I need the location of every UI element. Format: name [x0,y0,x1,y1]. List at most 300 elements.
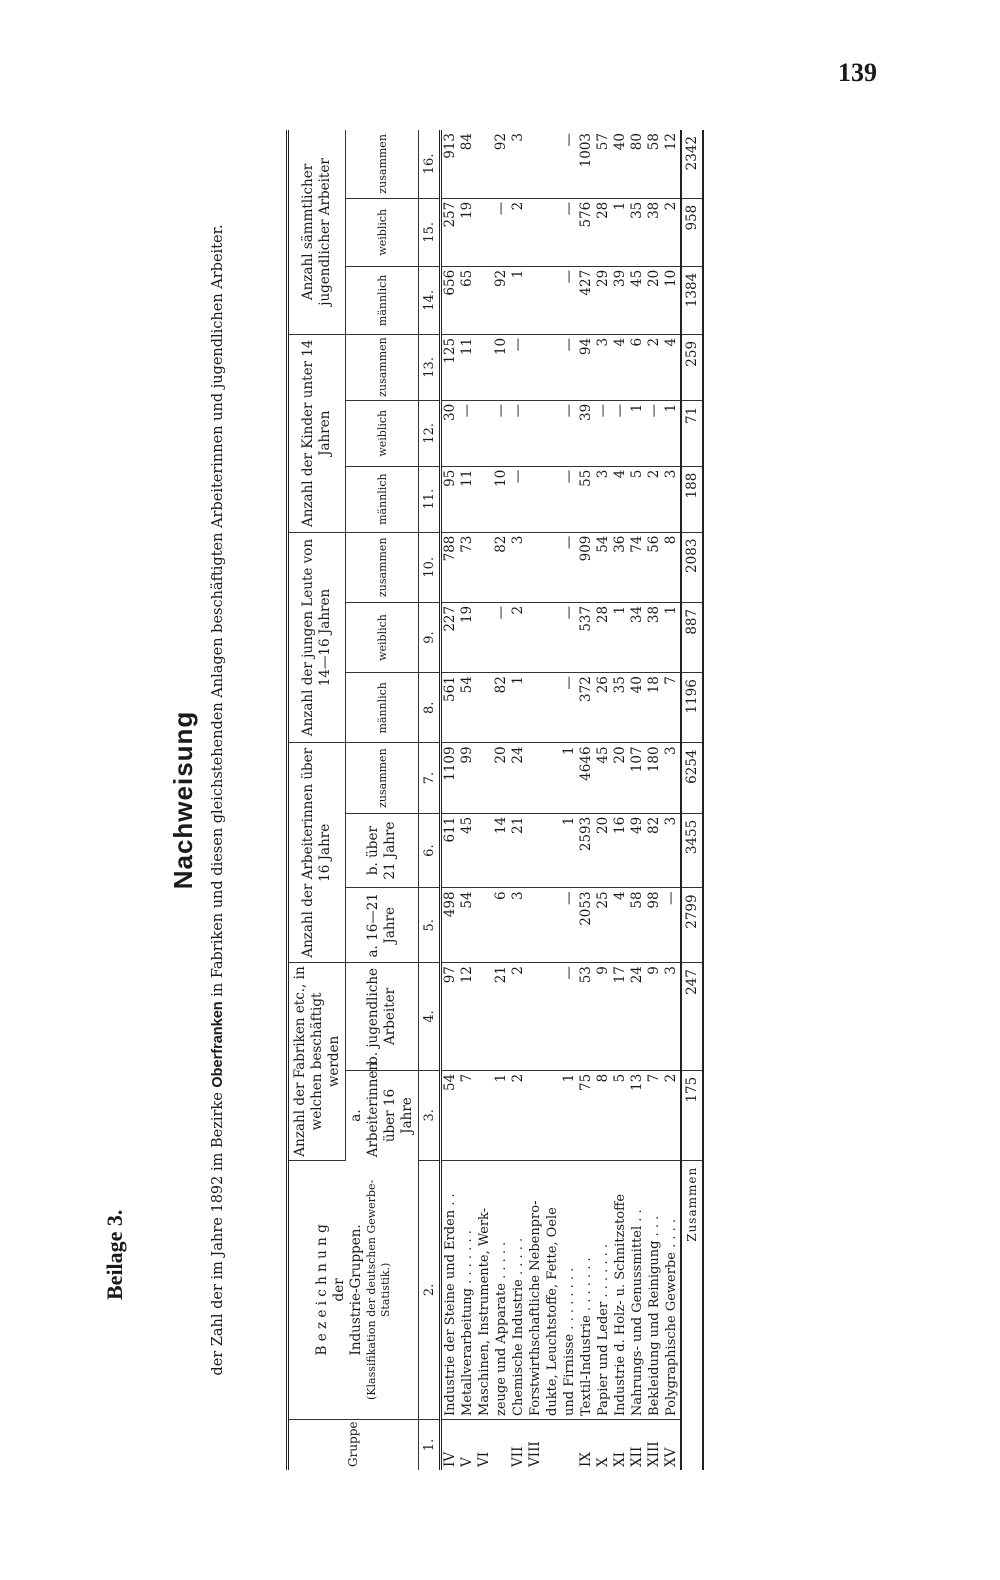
value-cell: 82 [493,673,510,743]
value-cell [527,963,544,1071]
value-cell: 3 [510,888,527,963]
column-number: 6. [419,813,441,888]
group-cell [561,1419,578,1470]
value-cell: 9 [595,963,612,1071]
value-cell: 40 [629,673,646,743]
value-cell: 1109 [441,743,460,813]
industry-name-cell: Metallverarbeitung . . . . . . . [459,1160,476,1419]
header-arbeiterinnen-zusammen: zusammen [346,743,419,813]
value-cell [476,532,493,602]
industry-name-cell: zeuge und Apparate . . . . . [493,1160,510,1419]
value-cell [476,743,493,813]
value-cell [544,1070,561,1160]
value-cell: 94 [578,334,595,400]
value-cell: 38 [646,602,663,672]
group-cell: VII [510,1446,526,1467]
value-cell: 3 [595,334,612,400]
value-cell [476,334,493,400]
total-value-cell: 1384 [681,266,703,334]
value-cell [544,130,561,198]
value-cell: — [612,400,629,466]
industry-name-cell: und Firnisse . . . . . . . . [561,1160,578,1419]
value-cell [527,743,544,813]
rotated-table-block [168,130,848,1470]
value-cell: 56 [646,532,663,602]
value-cell: 19 [459,602,476,672]
column-number: 15. [419,198,441,266]
value-cell [544,963,561,1071]
value-cell: 57 [595,130,612,198]
group-cell: XI [612,1452,628,1467]
value-cell: 11 [459,334,476,400]
value-cell: 92 [493,130,510,198]
value-cell: 1 [561,1070,578,1160]
industry-name-cell: Nahrungs- und Genussmittel . . [629,1160,646,1419]
group-cell: XIII [646,1441,662,1467]
value-cell: 909 [578,532,595,602]
value-cell: 1 [612,602,629,672]
value-cell [527,602,544,672]
value-cell: 54 [459,888,476,963]
value-cell: 45 [459,813,476,888]
value-cell: 21 [493,963,510,1071]
value-cell: 24 [510,743,527,813]
value-cell: 17 [612,963,629,1071]
value-cell: 8 [663,532,681,602]
value-cell: 561 [441,673,460,743]
total-value-cell: 1196 [681,673,703,743]
value-cell: 3 [663,466,681,532]
value-cell [544,743,561,813]
appendix-label: Beilage 3. [102,1209,127,1300]
header-saemmtlicher-maennlich: männlich [346,266,419,334]
value-cell: 30 [441,400,460,466]
column-number: 7. [419,743,441,813]
value-cell: 53 [578,963,595,1071]
industry-name-cell: Textil-Industrie . . . . . . . [578,1160,595,1419]
total-value-cell: 887 [681,602,703,672]
value-cell: 55 [578,466,595,532]
total-value-cell: 71 [681,400,703,466]
table-row [493,130,510,1470]
column-number: 9. [419,602,441,672]
value-cell: — [561,602,578,672]
table-title: Nachweisung [168,710,198,890]
header-arbeiterinnen-b: b. über 21 Jahre [346,813,419,888]
value-cell [527,400,544,466]
value-cell [476,888,493,963]
value-cell: 2593 [578,813,595,888]
value-cell [527,130,544,198]
value-cell: 498 [441,888,460,963]
data-table [286,130,704,1470]
value-cell: 180 [646,743,663,813]
value-cell [544,400,561,466]
value-cell [476,963,493,1071]
value-cell: 10 [493,334,510,400]
value-cell: 65 [459,266,476,334]
value-cell [476,130,493,198]
table-row [629,130,646,1470]
header-fabriken: Anzahl der Fabriken etc., in welchen beschäftigt werden [288,963,346,1161]
column-number: 10. [419,532,441,602]
value-cell: 3 [663,743,681,813]
group-cell: IX [578,1452,594,1467]
group-cell: IV [442,1451,458,1467]
value-cell [527,466,544,532]
group-cell [493,1419,510,1470]
value-cell: 6 [629,334,646,400]
value-cell: 3 [663,813,681,888]
value-cell: 4646 [578,743,595,813]
value-cell: 913 [441,130,460,198]
value-cell: 8 [595,1070,612,1160]
value-cell: 99 [459,743,476,813]
group-cell: V [459,1457,475,1467]
subtitle-part2: in Fabriken und diesen gleichstehenden Anlagen beschäftigten Arbeiterinnen und jugendlichen Arbeiter. [210,224,226,997]
value-cell: 4 [612,466,629,532]
value-cell: — [510,466,527,532]
value-cell: — [561,963,578,1071]
group-cell: VIII [527,1441,543,1467]
column-number: 16. [419,130,441,198]
value-cell: 7 [646,1070,663,1160]
column-number: 13. [419,334,441,400]
column-number: 11. [419,466,441,532]
value-cell: 4 [612,334,629,400]
value-cell [476,602,493,672]
value-cell: 58 [629,888,646,963]
table-row [527,130,544,1470]
value-cell: 2 [663,1070,681,1160]
value-cell: 10 [493,466,510,532]
industry-name-cell: Papier und Leder . . . . . . . [595,1160,612,1419]
table-body [419,130,704,1470]
subtitle-part1: der Zahl der im Jahre 1892 im Bezirke [210,1092,226,1376]
value-cell: 73 [459,532,476,602]
value-cell: 2 [510,1070,527,1160]
value-cell: 13 [629,1070,646,1160]
value-cell: 20 [612,743,629,813]
value-cell: 1 [493,1070,510,1160]
value-cell: 40 [612,130,629,198]
header-saemmtlicher-weiblich: weiblich [346,198,419,266]
industry-name-cell: Polygraphische Gewerbe . . . . [663,1160,681,1419]
header-jungen: Anzahl der jungen Leute von 14—16 Jahren [288,532,346,743]
value-cell: 82 [493,532,510,602]
value-cell: 2 [646,334,663,400]
value-cell: 11 [459,466,476,532]
value-cell: 18 [646,673,663,743]
value-cell: — [663,888,681,963]
value-cell [527,198,544,266]
value-cell: 39 [578,400,595,466]
value-cell: 82 [646,813,663,888]
industry-name-cell: Forstwirthschaftliche Nebenpro- [527,1160,544,1419]
header-kinder-zusammen: zusammen [346,334,419,400]
value-cell [544,334,561,400]
value-cell [527,266,544,334]
value-cell: — [646,400,663,466]
total-row [681,130,703,1470]
heading [168,130,229,1470]
total-value-cell: 175 [681,1070,703,1160]
value-cell: 39 [612,266,629,334]
value-cell: — [595,400,612,466]
total-value-cell: 2083 [681,532,703,602]
value-cell: 1 [510,266,527,334]
total-value-cell: 3455 [681,813,703,888]
value-cell: 28 [595,602,612,672]
table-row [544,130,561,1470]
value-cell [544,888,561,963]
value-cell: 6 [493,888,510,963]
value-cell: 2 [510,963,527,1071]
header-jungen-maennlich: männlich [346,673,419,743]
value-cell: 1 [663,400,681,466]
header-kinder-maennlich: männlich [346,466,419,532]
value-cell: 1 [510,673,527,743]
column-number: 5. [419,888,441,963]
header-fabriken-b: b. jugendliche Arbeiter [346,963,419,1071]
value-cell: 4 [663,334,681,400]
value-cell: 7 [459,1070,476,1160]
value-cell: 9 [646,963,663,1071]
value-cell: 45 [629,266,646,334]
value-cell: — [493,198,510,266]
page-number: 139 [838,58,877,87]
total-value-cell: 2342 [681,130,703,198]
table-row [612,130,629,1470]
value-cell: 10 [663,266,681,334]
value-cell [544,813,561,888]
value-cell: — [510,334,527,400]
value-cell: 28 [595,198,612,266]
value-cell [544,198,561,266]
value-cell: 1003 [578,130,595,198]
value-cell: 576 [578,198,595,266]
table-row [441,130,460,1470]
industry-name-cell: dukte, Leuchtstoffe, Fette, Oele [544,1160,561,1419]
value-cell: 54 [441,1070,460,1160]
column-number: 2. [419,1160,441,1419]
value-cell: 20 [646,266,663,334]
header-jungen-zusammen: zusammen [346,532,419,602]
value-cell: 21 [510,813,527,888]
value-cell: 45 [595,743,612,813]
industry-name-cell: Bekleidung und Reinigung . . . [646,1160,663,1419]
value-cell: 4 [612,888,629,963]
group-cell: VI [476,1451,492,1467]
industry-name-cell: Maschinen, Instrumente, Werk- [476,1160,493,1419]
value-cell [544,532,561,602]
value-cell [544,673,561,743]
header-fabriken-a: a. Arbeiterinnen über 16 Jahre [346,1070,419,1160]
value-cell: 26 [595,673,612,743]
value-cell: 1 [663,602,681,672]
value-cell [476,466,493,532]
column-number-row [419,130,441,1470]
value-cell: 2 [646,466,663,532]
value-cell: 227 [441,602,460,672]
table-row [646,130,663,1470]
industry-name-cell: Industrie der Steine und Erden . . [441,1160,460,1419]
total-value-cell: 2799 [681,888,703,963]
table-row [578,130,595,1470]
value-cell: 16 [612,813,629,888]
value-cell [476,813,493,888]
value-cell: 19 [459,198,476,266]
value-cell: 92 [493,266,510,334]
table-row [561,130,578,1470]
value-cell: 125 [441,334,460,400]
value-cell: — [561,198,578,266]
value-cell: — [493,602,510,672]
header-bezeichnung: B e z e i c h n u n g der Industrie-Gruppen. (Klassifikation der deutschen Gewerbe-Statistik.) [288,1160,419,1419]
value-cell: 3 [663,963,681,1071]
column-number: 1. [419,1419,441,1470]
industry-name-cell: Industrie d. Holz- u. Schnitzstoffe [612,1160,629,1419]
column-number: 14. [419,266,441,334]
value-cell: 12 [459,963,476,1071]
table-row [476,130,493,1470]
value-cell: 1 [561,743,578,813]
value-cell: — [561,466,578,532]
value-cell: 84 [459,130,476,198]
value-cell: 427 [578,266,595,334]
header-jungen-weiblich: weiblich [346,602,419,672]
column-number: 3. [419,1070,441,1160]
total-value-cell: 6254 [681,743,703,813]
total-value-cell: 259 [681,334,703,400]
value-cell [544,466,561,532]
value-cell: 1 [612,198,629,266]
total-value-cell: 188 [681,466,703,532]
value-cell: 35 [629,198,646,266]
value-cell: 49 [629,813,646,888]
value-cell: — [561,130,578,198]
value-cell: 2053 [578,888,595,963]
value-cell: — [561,888,578,963]
value-cell: 537 [578,602,595,672]
value-cell: 1 [629,400,646,466]
value-cell: 3 [595,466,612,532]
header-gruppe: Gruppe [288,1419,419,1470]
table-row [510,130,527,1470]
value-cell [476,198,493,266]
total-label: Zusammen [681,1160,703,1470]
value-cell: 58 [646,130,663,198]
column-number: 4. [419,963,441,1071]
value-cell [476,673,493,743]
header-row-1 [288,130,346,1470]
value-cell [544,266,561,334]
value-cell: 3 [510,532,527,602]
value-cell: — [561,266,578,334]
value-cell: 257 [441,198,460,266]
value-cell: 80 [629,130,646,198]
value-cell: 75 [578,1070,595,1160]
value-cell [527,532,544,602]
header-arbeiterinnen-a: a. 16—21 Jahre [346,888,419,963]
value-cell: 38 [646,198,663,266]
value-cell: 5 [612,1070,629,1160]
value-cell [527,673,544,743]
value-cell: 95 [441,466,460,532]
group-cell: XV [663,1447,679,1467]
value-cell: 35 [612,673,629,743]
value-cell: 1 [561,813,578,888]
value-cell: — [510,400,527,466]
value-cell [527,334,544,400]
value-cell: 98 [646,888,663,963]
value-cell: 29 [595,266,612,334]
column-number: 12. [419,400,441,466]
value-cell [476,1070,493,1160]
table-subtitle [207,130,229,1470]
value-cell: 788 [441,532,460,602]
value-cell [544,602,561,672]
total-value-cell: 958 [681,198,703,266]
value-cell [527,1070,544,1160]
table-row [663,130,681,1470]
value-cell: — [493,400,510,466]
value-cell: 3 [510,130,527,198]
value-cell: 36 [612,532,629,602]
value-cell: 25 [595,888,612,963]
header-arbeiterinnen: Anzahl der Arbeiterinnen über 16 Jahre [288,743,346,963]
value-cell: 54 [459,673,476,743]
total-value-cell: 247 [681,963,703,1071]
value-cell: 107 [629,743,646,813]
value-cell: 7 [663,673,681,743]
value-cell: 14 [493,813,510,888]
value-cell: 2 [510,602,527,672]
subtitle-district: Oberfranken [210,1001,226,1088]
header-kinder: Anzahl der Kinder unter 14 Jahren [288,334,346,532]
value-cell: 74 [629,532,646,602]
value-cell [527,813,544,888]
header-saemmtlicher-zusammen: zusammen [346,130,419,198]
group-cell [544,1419,561,1470]
column-number: 8. [419,673,441,743]
value-cell: 34 [629,602,646,672]
value-cell: 2 [510,198,527,266]
group-cell: X [595,1457,611,1467]
value-cell: 656 [441,266,460,334]
group-cell: XII [629,1446,645,1467]
value-cell: 54 [595,532,612,602]
value-cell: 20 [493,743,510,813]
value-cell: 611 [441,813,460,888]
value-cell: 24 [629,963,646,1071]
value-cell: — [561,400,578,466]
header-kinder-weiblich: weiblich [346,400,419,466]
value-cell: — [561,673,578,743]
header-saemmtlicher: Anzahl sämmtlicher jugendlicher Arbeiter [288,130,346,334]
value-cell: 12 [663,130,681,198]
table-row [595,130,612,1470]
value-cell: 20 [595,813,612,888]
value-cell: — [561,532,578,602]
value-cell: 372 [578,673,595,743]
industry-name-cell: Chemische Industrie . . . . . [510,1160,527,1419]
value-cell: 2 [663,198,681,266]
value-cell [476,400,493,466]
value-cell [476,266,493,334]
value-cell: 5 [629,466,646,532]
value-cell [527,888,544,963]
